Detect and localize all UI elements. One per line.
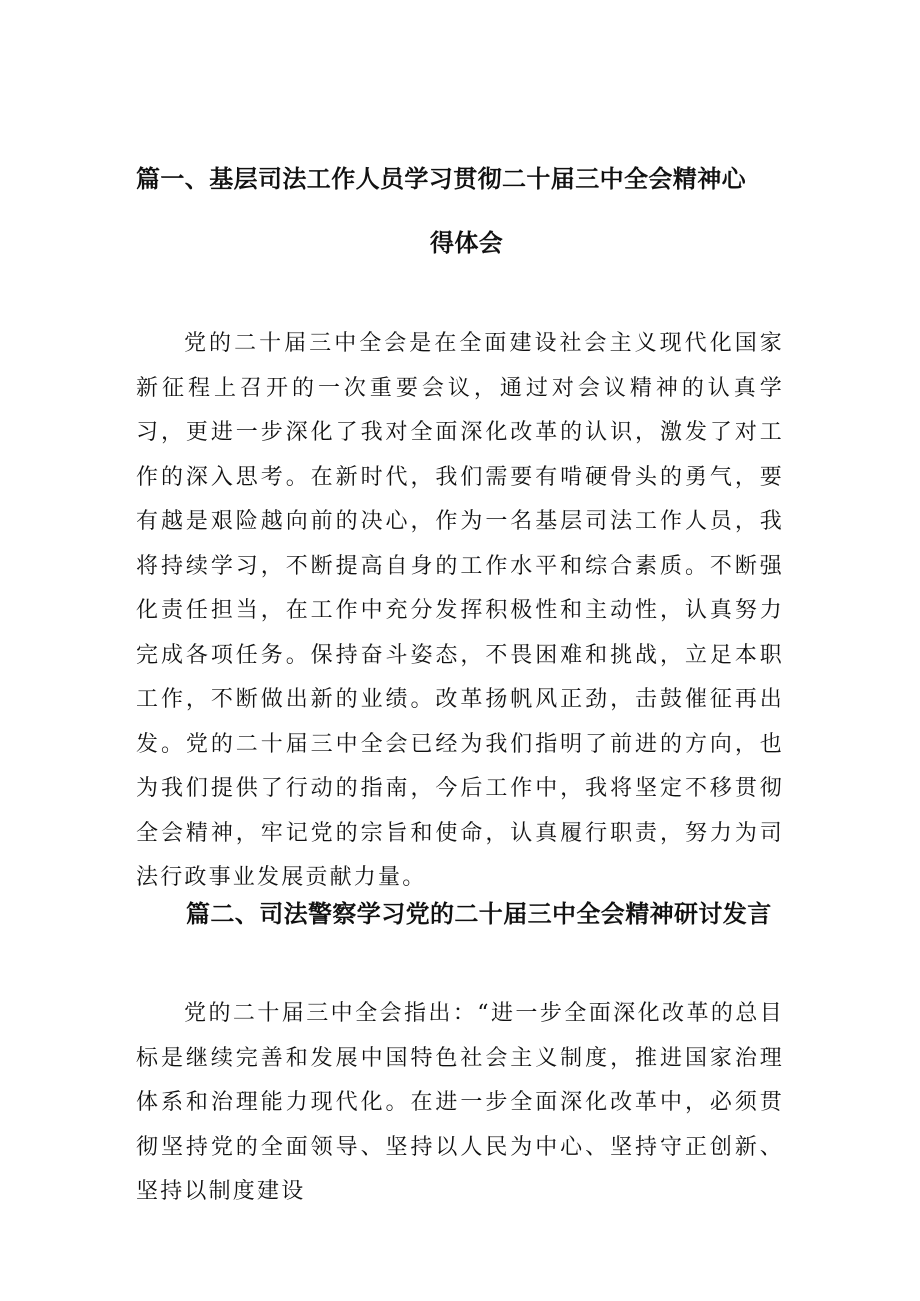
section1-title-line2: 得体会 xyxy=(430,229,504,257)
section2-title: 篇二、司法警察学习党的二十届三中全会精神研讨发言 xyxy=(186,900,772,928)
section1-paragraph: 党的二十届三中全会是在全面建设社会主义现代化国家新征程上召开的一次重要会议，通过对会议精神的认真学习，更进一步深化了我对全面深化改革的认识，激发了对工作的深入思考。在新时代，我们需要有啃硬骨头的勇气，要有越是艰险越向前的决心，作为一名基层司法工作人员，我将持续学习，不断提高自身的工作水平和综合素质。不断强化责任担当，在工作中充分发挥积极性和主动性，认真努力完成各项任务。保持奋斗姿态，不畏困难和挑战，立足本职工作，不断做出新的业绩。改革扬帆风正劲，击鼓催征再出发。党的二十届三中全会已经为我们指明了前进的方向，也为我们提供了行动的指南，今后工作中，我将坚定不移贯彻全会精神，牢记党的宗旨和使命，认真履行职责，努力为司法行政事业发展贡献力量。 xyxy=(136,331,784,890)
section1-title-line1: 篇一、基层司法工作人员学习贯彻二十届三中全会精神心 xyxy=(136,165,746,193)
section2-paragraph: 党的二十届三中全会指出：“进一步全面深化改革的总目标是继续完善和发展中国特色社会主义制度，推进国家治理体系和治理能力现代化。在进一步全面深化改革中，必须贯彻坚持党的全面领导、坚持以人民为中心、坚持守正创新、坚持以制度建设 xyxy=(136,1001,784,1204)
